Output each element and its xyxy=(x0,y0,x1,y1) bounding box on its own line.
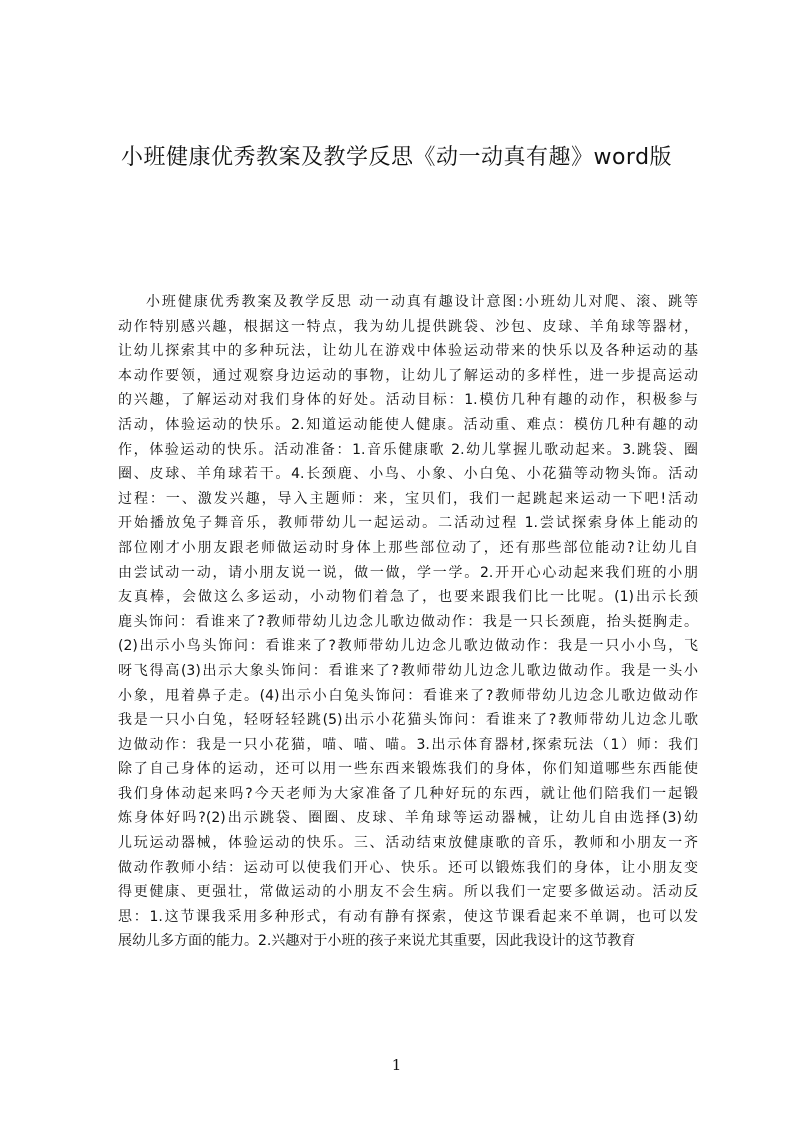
body-line: 小班健康优秀教案及教学反思 动一动真有趣设计意图:小班幼儿对爬、滚、跳等 xyxy=(146,294,698,310)
body-line: 的兴趣，了解运动对我们身体的好处。活动目标：1.模仿几种有趣的动作，积极参与 xyxy=(118,392,698,409)
document-title: 小班健康优秀教案及教学反思《动一动真有趣》word版 xyxy=(120,145,673,170)
body-line: 做动作教师小结：运动可以使我们开心、快乐。还可以锻炼我们的身体，让小朋友变 xyxy=(118,859,698,876)
body-line: 我是一只小白兔，轻呀轻轻跳(5)出示小花猫头饰问：看谁来了?教师带幼儿边念儿歌 xyxy=(118,712,698,729)
body-line: 让幼儿探索其中的多种玩法，让幼儿在游戏中体验运动带来的快乐以及各种运动的基 xyxy=(118,343,698,360)
body-line: 圈、皮球、羊角球若干。4.长颈鹿、小鸟、小象、小白兔、小花猫等动物头饰。活动 xyxy=(118,466,698,483)
body-line: 展幼儿多方面的能力。2.兴趣对于小班的孩子来说尤其重要，因此我设计的这节教育 xyxy=(118,933,636,950)
body-line: 作，体验运动的快乐。活动准备：1.音乐健康歌 2.幼儿掌握儿歌动起来。3.跳袋、圈 xyxy=(118,441,698,458)
body-line: 思：1.这节课我采用多种形式，有动有静有探索，使这节课看起来不单调，也可以发 xyxy=(118,908,698,925)
body-line: 我们身体动起来吗?今天老师为大家准备了几种好玩的东西，就让他们陪我们一起锻 xyxy=(118,785,698,802)
body-line: (2)出示小鸟头饰问：看谁来了?教师带幼儿边念儿歌边做动作：我是一只小小鸟，飞 xyxy=(118,638,698,655)
body-line: 炼身体好吗?(2)出示跳袋、圈圈、皮球、羊角球等运动器械，让幼儿自由选择(3)幼 xyxy=(118,810,698,827)
body-line: 除了自己身体的运动，还可以用一些东西来锻炼我们的身体，你们知道哪些东西能使 xyxy=(118,761,698,778)
body-line: 儿玩运动器械，体验运动的快乐。三、活动结束放健康歌的音乐，教师和小朋友一齐 xyxy=(118,835,698,852)
body-line: 部位刚才小朋友跟老师做运动时身体上那些部位动了，还有那些部位能动?让幼儿自 xyxy=(118,539,698,556)
body-line: 开始播放兔子舞音乐，教师带幼儿一起运动。二活动过程 1.尝试探索身体上能动的 xyxy=(118,515,698,532)
body-line: 小象，甩着鼻子走。(4)出示小白兔头饰问：看谁来了?教师带幼儿边念儿歌边做动作 xyxy=(118,687,698,704)
body-line: 动作特别感兴趣，根据这一特点，我为幼儿提供跳袋、沙包、皮球、羊角球等器材， xyxy=(118,318,698,335)
body-line: 边做动作：我是一只小花猫，喵、喵、喵。3.出示体育器材,探索玩法（1）师：我们 xyxy=(118,736,698,753)
body-line: 得更健康、更强壮，常做运动的小朋友不会生病。所以我们一定要多做运动。活动反 xyxy=(118,884,698,901)
body-line: 友真棒，会做这么多运动，小动物们着急了，也要来跟我们比一比呢。(1)出示长颈 xyxy=(118,589,698,606)
body-line: 呀飞得高(3)出示大象头饰问：看谁来了?教师带幼儿边念儿歌边做动作。我是一头小 xyxy=(118,662,698,679)
page-number: 1 xyxy=(391,1056,402,1074)
body-line: 鹿头饰问：看谁来了?教师带幼儿边念儿歌边做动作：我是一只长颈鹿，抬头挺胸走。 xyxy=(118,613,698,630)
body-line: 过程：一、激发兴趣，导入主题师：来，宝贝们，我们一起跳起来运动一下吧!活动 xyxy=(118,490,698,507)
body-text xyxy=(118,290,698,1042)
body-line: 本动作要领，通过观察身边运动的事物，让幼儿了解运动的多样性，进一步提高运动 xyxy=(118,367,698,384)
body-line: 活动，体验运动的快乐。2.知道运动能使人健康。活动重、难点：模仿几种有趣的动 xyxy=(118,416,698,433)
body-line: 由尝试动一动，请小朋友说一说，做一做，学一学。2.开开心心动起来我们班的小朋 xyxy=(118,564,698,581)
